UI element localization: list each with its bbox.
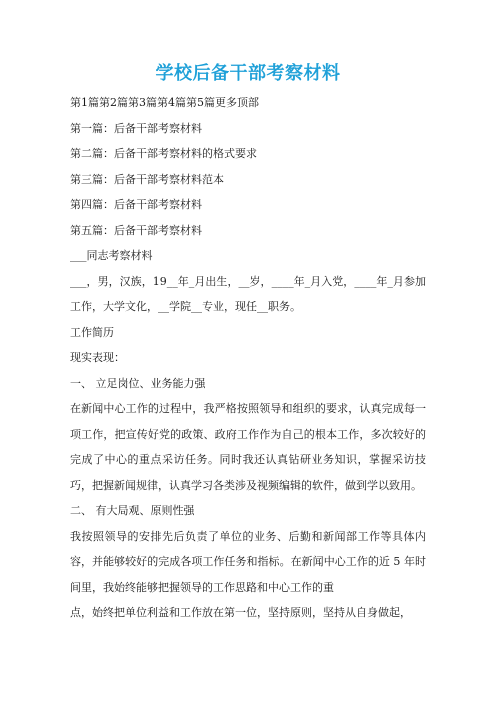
paragraph-2: 我按照领导的安排先后负责了单位的业务、后勤和新闻部工作等具体内容，并能够较好的完成各项工作任务和指标。在新闻中心工作的近 5 年时间里，我始终能够把握领导的工作思路和中心工作的重 [70, 529, 426, 594]
section-resume: 工作简历 [70, 325, 114, 339]
section-performance: 现实表现： [70, 351, 125, 364]
document-body [70, 90, 426, 626]
chapter-nav: 第1篇第2篇第3篇第4篇第5篇更多顶部 [70, 96, 259, 109]
subject-line: ___同志考察材料 [70, 249, 153, 262]
toc-item-3: 第三篇：后备干部考察材料范本 [70, 172, 224, 186]
intro-paragraph: ___，男，汉族，19__年_月出生，__岁，____年_月入党，____年_月参加工作，大学文化，__学院__专业，现任__职务。 [70, 274, 426, 313]
toc-item-1: 第一篇：后备干部考察材料 [70, 121, 202, 135]
heading-2: 二、 有大局观、原则性强 [70, 504, 195, 517]
toc-item-4: 第四篇：后备干部考察材料 [70, 198, 202, 211]
paragraph-3: 点，始终把单位利益和工作放在第一位，坚持原则，坚持从自身做起， [70, 606, 411, 619]
toc-item-5: 第五篇：后备干部考察材料 [70, 223, 202, 237]
toc-item-2: 第二篇：后备干部考察材料的格式要求 [70, 147, 257, 160]
document-title: 学校后备干部考察材料 [155, 63, 341, 84]
heading-1: 一、 立足岗位、业务能力强 [70, 376, 206, 390]
paragraph-1: 在新闻中心工作的过程中，我严格按照领导和组织的要求，认真完成每一项工作，把宣传好党的政策、政府工作作为自己的根本工作，多次较好的完成了中心的重点采访任务。同时我还认真钻研业务知识，掌握采访技巧，把握新闻规律，认真学习各类涉及视频编辑的软件，做到学以致用。 [70, 402, 426, 492]
